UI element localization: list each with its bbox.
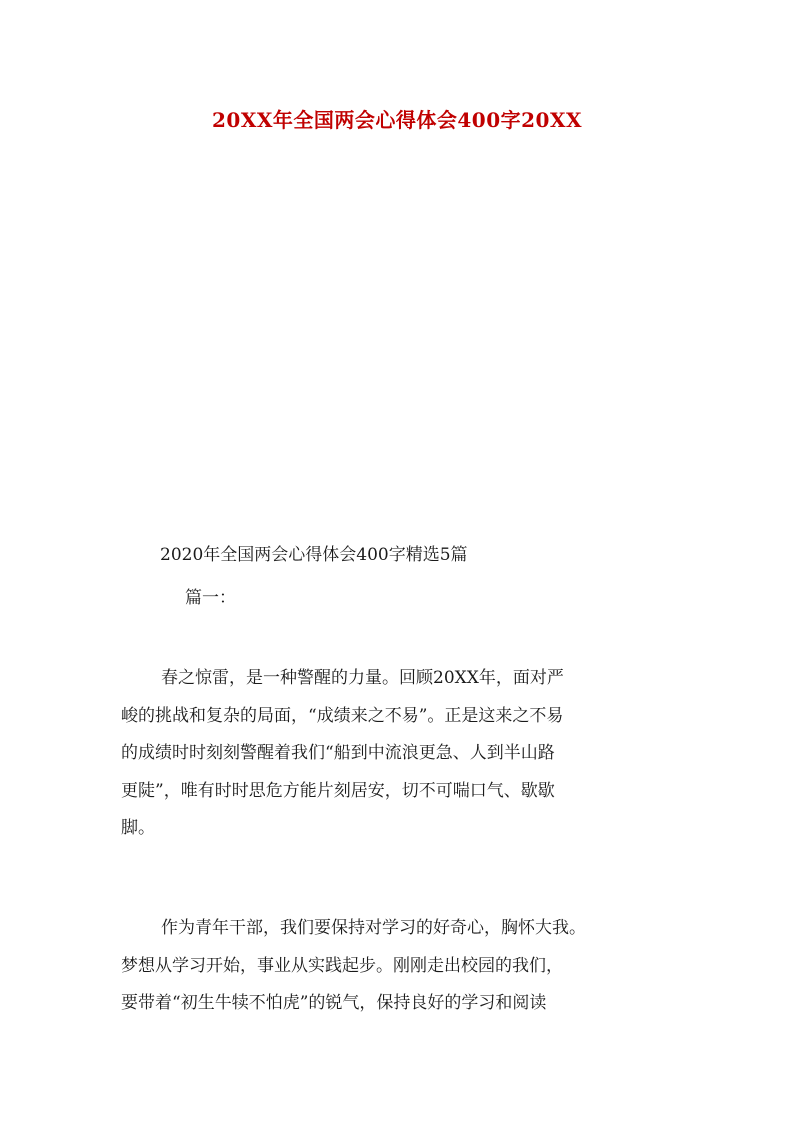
paragraph-line: 的成绩时时刻刻警醒着我们“船到中流浪更急、人到半山路 [121, 743, 555, 763]
paragraph-line: 梦想从学习开始，事业从实践起步。刚刚走出校园的我们， [121, 955, 563, 976]
section-label: 篇一： [185, 588, 236, 608]
document-subtitle: 2020年全国两会心得体会400字精选5篇 [160, 545, 468, 565]
paragraph-line: 作为青年干部，我们要保持对学习的好奇心，胸怀大我。 [161, 918, 586, 938]
paragraph-2 [121, 910, 681, 1023]
paragraph-1 [121, 660, 681, 848]
paragraph-line: 更陡”，唯有时时思危方能片刻居安，切不可喘口气、歇歇 [121, 780, 555, 801]
paragraph-line: 要带着“初生牛犊不怕虎”的锐气，保持良好的学习和阅读 [121, 993, 547, 1013]
paragraph-line: 峻的挑战和复杂的局面，“成绩来之不易”。正是这来之不易 [121, 705, 564, 726]
document-title: 20XX年全国两会心得体会400字20XX [212, 108, 582, 132]
paragraph-line: 脚。 [121, 818, 155, 838]
paragraph-line: 春之惊雷，是一种警醒的力量。回顾20XX年，面对严 [161, 668, 564, 688]
